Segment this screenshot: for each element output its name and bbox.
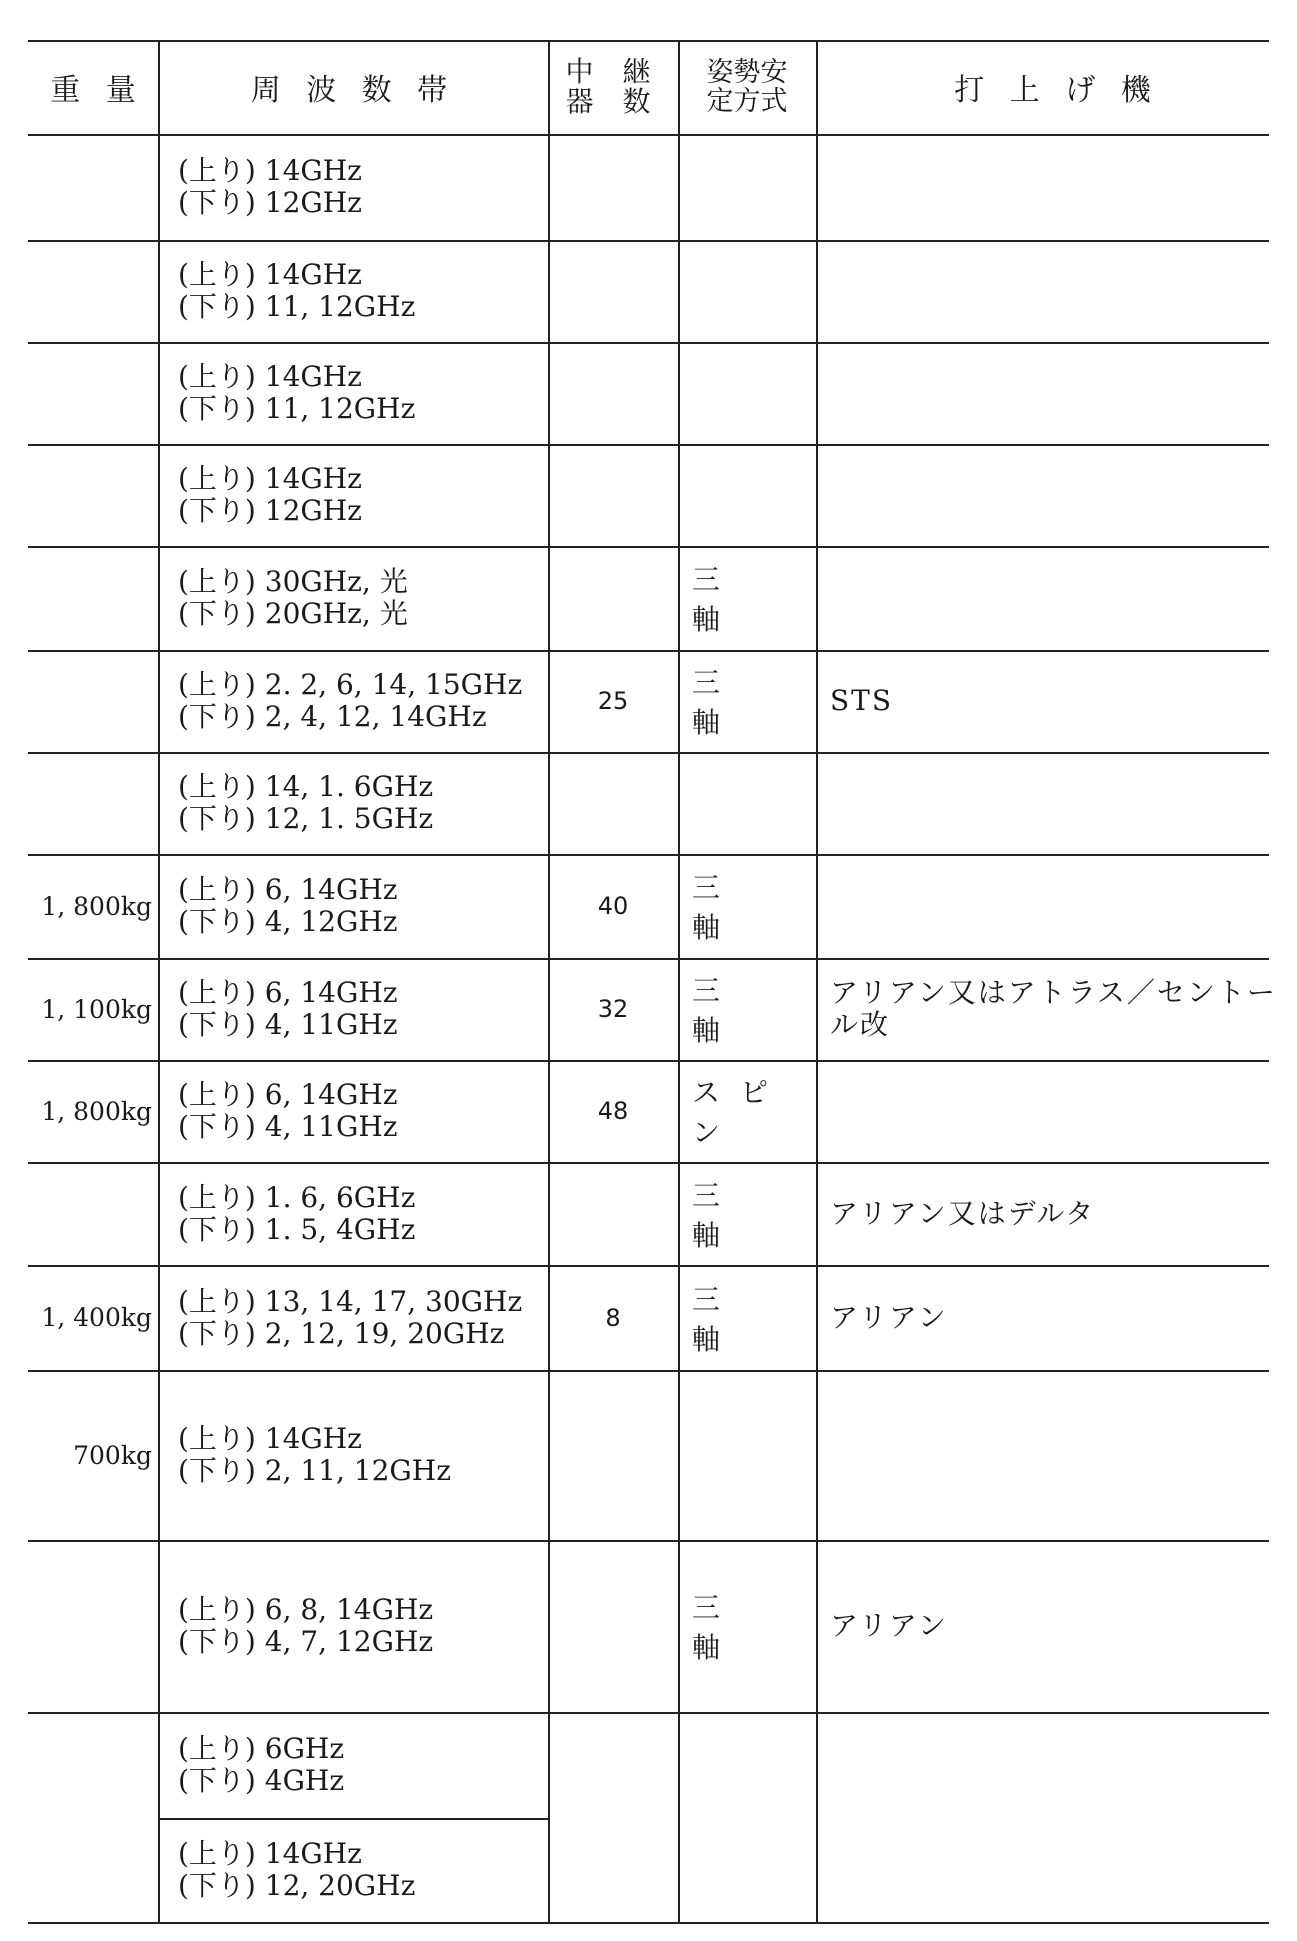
frequency-up: (上り) 14GHz	[178, 1422, 362, 1455]
attitude-cell	[678, 1540, 816, 1712]
frequency-cell	[178, 854, 548, 958]
attitude-cell	[678, 650, 816, 752]
frequency-cell	[178, 1370, 548, 1540]
attitude-value: スピン	[692, 1076, 789, 1149]
frequency-cell	[178, 1712, 548, 1818]
launcher-cell	[816, 650, 1277, 752]
frequency-cell	[178, 752, 548, 854]
launcher-value: アリアン	[830, 1609, 948, 1642]
weight-cell	[0, 1712, 158, 1818]
frequency-down: (下り) 20GHz, 光	[178, 597, 408, 630]
transponders-value: 25	[597, 687, 629, 715]
header-transponders-line2: 器 数	[565, 85, 661, 118]
launcher-value: STS	[830, 684, 894, 717]
weight-cell	[0, 1370, 158, 1540]
frequency-up: (上り) 14, 1. 6GHz	[178, 770, 434, 803]
header-transponders	[548, 40, 678, 134]
frequency-up: (上り) 14GHz	[178, 462, 362, 495]
frequency-up: (上り) 6, 14GHz	[178, 976, 398, 1009]
weight-value: 1, 800kg	[41, 891, 152, 921]
attitude-value: 三 軸	[692, 974, 741, 1047]
row-rule	[28, 1922, 1269, 1924]
transponders-cell	[548, 1265, 678, 1370]
frequency-cell	[178, 240, 548, 342]
frequency-up: (上り) 6GHz	[178, 1732, 345, 1765]
frequency-up: (上り) 14GHz	[178, 1837, 362, 1870]
launcher-cell	[816, 134, 1277, 240]
frequency-cell	[178, 342, 548, 444]
transponders-value: 48	[597, 1097, 629, 1125]
launcher-cell	[816, 752, 1277, 854]
weight-cell	[0, 342, 158, 444]
attitude-value: 三 軸	[692, 1591, 741, 1664]
transponders-cell	[548, 650, 678, 752]
launcher-cell	[816, 854, 1277, 958]
attitude-cell	[678, 342, 816, 444]
header-attitude-line1: 姿勢安	[706, 57, 788, 88]
transponders-cell	[548, 444, 678, 546]
frequency-up: (上り) 13, 14, 17, 30GHz	[178, 1284, 523, 1318]
frequency-cell	[178, 1060, 548, 1162]
frequency-down: (下り) 12GHz	[178, 494, 362, 527]
attitude-cell	[678, 1712, 816, 1818]
table-top-rule	[28, 40, 1269, 42]
frequency-up: (上り) 1. 6, 6GHz	[178, 1180, 416, 1214]
attitude-cell	[678, 854, 816, 958]
attitude-cell	[678, 1265, 816, 1370]
transponders-cell	[548, 752, 678, 854]
attitude-cell	[678, 546, 816, 650]
launcher-cell	[816, 1818, 1277, 1922]
frequency-down: (下り) 4, 11GHz	[178, 1110, 398, 1143]
launcher-value: アリアン又はアトラス／セントール改	[830, 976, 1277, 1041]
frequency-down: (下り) 12, 1. 5GHz	[178, 802, 434, 835]
attitude-cell	[678, 1818, 816, 1922]
weight-cell	[0, 1540, 158, 1712]
transponders-cell	[548, 240, 678, 342]
frequency-cell	[178, 650, 548, 752]
transponders-cell	[548, 1370, 678, 1540]
transponders-cell	[548, 854, 678, 958]
attitude-cell	[678, 752, 816, 854]
weight-cell	[0, 958, 158, 1060]
header-weight-label: 重 量	[50, 73, 144, 108]
attitude-value: 三 軸	[692, 1178, 741, 1252]
transponders-cell	[548, 546, 678, 650]
frequency-down: (下り) 4GHz	[178, 1764, 345, 1797]
transponders-cell	[548, 1712, 678, 1818]
launcher-cell	[816, 342, 1277, 444]
frequency-down: (下り) 4, 11GHz	[178, 1008, 398, 1041]
weight-cell	[0, 1060, 158, 1162]
header-frequency-label: 周 波 数 帯	[250, 73, 456, 108]
frequency-down: (下り) 1. 5, 4GHz	[178, 1212, 416, 1246]
weight-value: 700kg	[73, 1440, 152, 1470]
attitude-value: 三 軸	[692, 871, 741, 944]
weight-value: 1, 800kg	[41, 1096, 152, 1126]
header-launcher	[816, 40, 1297, 134]
transponders-cell	[548, 134, 678, 240]
attitude-cell	[678, 134, 816, 240]
launcher-cell	[816, 1060, 1277, 1162]
launcher-cell	[816, 1540, 1277, 1712]
transponders-cell	[548, 342, 678, 444]
frequency-down: (下り) 2, 4, 12, 14GHz	[178, 700, 487, 733]
frequency-cell	[178, 1540, 548, 1712]
weight-cell	[0, 134, 158, 240]
weight-cell	[0, 240, 158, 342]
column-rule	[158, 40, 160, 1922]
attitude-cell	[678, 1162, 816, 1265]
attitude-cell	[678, 240, 816, 342]
weight-cell	[0, 650, 158, 752]
launcher-cell	[816, 1162, 1277, 1265]
frequency-cell	[178, 134, 548, 240]
frequency-down: (下り) 11, 12GHz	[178, 392, 416, 425]
weight-cell	[0, 1162, 158, 1265]
weight-value: 1, 100kg	[41, 994, 152, 1024]
frequency-down: (下り) 4, 12GHz	[178, 905, 398, 938]
attitude-value: 三 軸	[692, 563, 741, 636]
transponders-cell	[548, 1818, 678, 1922]
transponders-cell	[548, 958, 678, 1060]
frequency-down: (下り) 2, 12, 19, 20GHz	[178, 1316, 505, 1350]
header-launcher-label: 打 上 げ 機	[954, 73, 1159, 108]
frequency-cell	[178, 1162, 548, 1265]
transponders-cell	[548, 1060, 678, 1162]
frequency-down: (下り) 2, 11, 12GHz	[178, 1454, 451, 1487]
frequency-cell	[178, 444, 548, 546]
launcher-value: アリアン	[830, 1300, 948, 1334]
weight-value: 1, 400kg	[41, 1303, 152, 1332]
weight-cell	[0, 752, 158, 854]
frequency-down: (下り) 11, 12GHz	[178, 290, 416, 323]
launcher-cell	[816, 958, 1277, 1060]
attitude-cell	[678, 1370, 816, 1540]
transponders-value: 8	[605, 1303, 621, 1332]
launcher-value: アリアン又はデルタ	[830, 1196, 1096, 1230]
header-attitude	[678, 40, 816, 134]
frequency-up: (上り) 14GHz	[178, 154, 362, 187]
frequency-cell	[178, 958, 548, 1060]
frequency-up: (上り) 14GHz	[178, 360, 362, 393]
frequency-cell	[178, 1265, 548, 1370]
attitude-cell	[678, 444, 816, 546]
header-weight	[36, 40, 158, 134]
launcher-cell	[816, 1370, 1277, 1540]
transponders-value: 40	[597, 892, 629, 920]
weight-cell	[0, 1818, 158, 1922]
frequency-up: (上り) 6, 14GHz	[178, 1078, 398, 1111]
frequency-up: (上り) 6, 14GHz	[178, 873, 398, 906]
frequency-up: (上り) 14GHz	[178, 258, 362, 291]
frequency-cell	[178, 546, 548, 650]
attitude-cell	[678, 958, 816, 1060]
frequency-down: (下り) 12, 20GHz	[178, 1869, 416, 1902]
transponders-cell	[548, 1162, 678, 1265]
launcher-cell	[816, 546, 1277, 650]
frequency-up: (上り) 6, 8, 14GHz	[178, 1593, 434, 1626]
weight-cell	[0, 854, 158, 958]
header-attitude-line2: 定方式	[706, 86, 788, 117]
launcher-cell	[816, 1265, 1277, 1370]
launcher-cell	[816, 444, 1277, 546]
header-frequency	[158, 40, 548, 134]
launcher-cell	[816, 1712, 1277, 1818]
frequency-down: (下り) 4, 7, 12GHz	[178, 1625, 434, 1658]
weight-cell	[0, 1265, 158, 1370]
attitude-cell	[678, 1060, 816, 1162]
attitude-value: 三 軸	[692, 666, 741, 739]
frequency-up: (上り) 30GHz, 光	[178, 565, 408, 598]
frequency-down: (下り) 12GHz	[178, 186, 362, 219]
header-transponders-line1: 中 継	[565, 55, 661, 88]
frequency-up: (上り) 2. 2, 6, 14, 15GHz	[178, 668, 523, 701]
weight-cell	[0, 444, 158, 546]
frequency-cell	[178, 1818, 548, 1922]
weight-cell	[0, 546, 158, 650]
transponders-cell	[548, 1540, 678, 1712]
transponders-value: 32	[597, 995, 629, 1023]
attitude-value: 三 軸	[692, 1282, 741, 1356]
launcher-cell	[816, 240, 1277, 342]
